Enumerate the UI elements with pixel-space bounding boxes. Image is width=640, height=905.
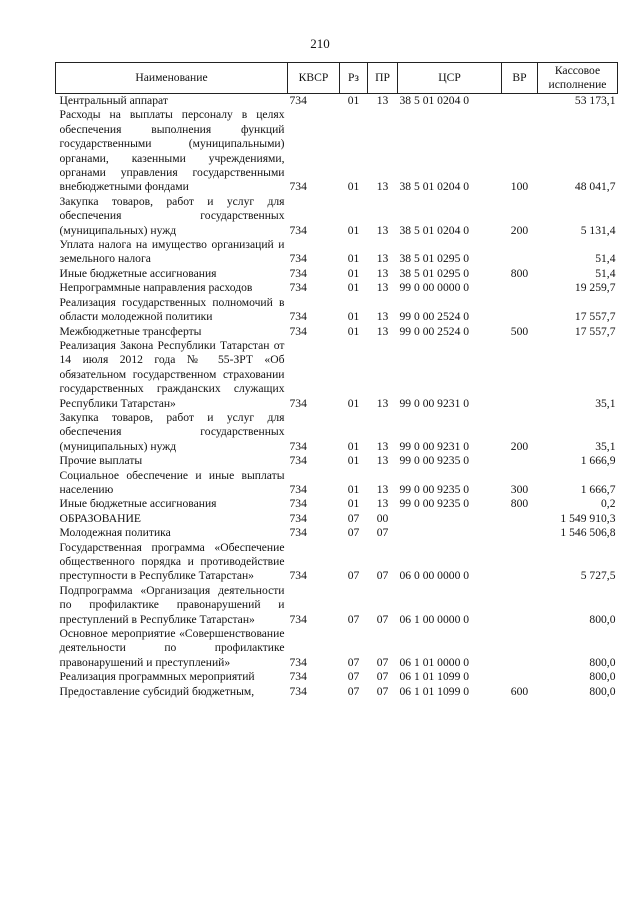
row-amount: 0,2 bbox=[601, 497, 616, 511]
row-vr bbox=[502, 627, 538, 670]
row-rz: 01 bbox=[347, 497, 360, 511]
row-amount: 5 131,4 bbox=[580, 223, 616, 237]
row-vr: 200 bbox=[510, 223, 529, 237]
table-row bbox=[56, 685, 618, 699]
row-rz: 07 bbox=[347, 670, 360, 684]
row-rz: 01 bbox=[347, 324, 360, 338]
table-row bbox=[56, 584, 618, 627]
row-kvsr: 734 bbox=[289, 482, 307, 496]
row-name: Центральный аппарат bbox=[59, 94, 168, 107]
table-header-row bbox=[56, 63, 618, 94]
table-row bbox=[56, 94, 618, 109]
row-amount: 5 727,5 bbox=[580, 569, 616, 583]
table-row bbox=[56, 454, 618, 468]
row-pr: 00 bbox=[376, 511, 389, 525]
row-name: Предоставление субсидий бюджетным, bbox=[59, 684, 255, 698]
table-row bbox=[56, 195, 618, 238]
row-amount: 35,1 bbox=[595, 396, 616, 410]
row-name: Прочие выплаты bbox=[59, 454, 143, 468]
header-vr: ВР bbox=[502, 63, 538, 94]
row-rz: 01 bbox=[347, 396, 360, 410]
row-csr: 99 0 00 9231 0 bbox=[399, 396, 470, 410]
row-rz: 01 bbox=[347, 252, 360, 266]
row-kvsr: 734 bbox=[289, 324, 307, 338]
table-row bbox=[56, 497, 618, 511]
header-amount: Кассовое исполнение bbox=[538, 63, 618, 94]
row-amount: 1 666,9 bbox=[580, 454, 616, 468]
row-csr: 99 0 00 9231 0 bbox=[399, 439, 470, 453]
row-kvsr: 734 bbox=[289, 223, 307, 237]
row-vr: 800 bbox=[510, 266, 529, 280]
header-pr: ПР bbox=[368, 63, 398, 94]
row-pr: 13 bbox=[376, 94, 389, 107]
row-csr: 06 0 00 0000 0 bbox=[399, 569, 470, 583]
row-name: Подпрограмма «Организация деятельности по профилактике правонарушений и преступлений в Республике Татарстан» bbox=[59, 583, 285, 626]
table-row bbox=[56, 627, 618, 670]
row-csr: 99 0 00 9235 0 bbox=[399, 454, 470, 468]
row-pr: 07 bbox=[376, 612, 389, 626]
row-amount: 800,0 bbox=[589, 670, 616, 684]
header-rz: Рз bbox=[340, 63, 368, 94]
row-vr bbox=[502, 541, 538, 584]
row-kvsr: 734 bbox=[289, 569, 307, 583]
row-amount: 17 557,7 bbox=[574, 324, 616, 338]
row-amount: 48 041,7 bbox=[574, 180, 616, 194]
row-csr: 99 0 00 2524 0 bbox=[399, 310, 470, 324]
row-name: Расходы на выплаты персоналу в целях обеспечения выполнения функций государственными (муниципальными) органами, казенными учреждениями, органами управления государственными внебюджетными фондами bbox=[59, 108, 285, 194]
row-vr bbox=[502, 339, 538, 411]
table-row bbox=[56, 670, 618, 684]
row-rz: 07 bbox=[347, 684, 360, 698]
row-csr: 06 1 00 0000 0 bbox=[399, 612, 470, 626]
row-kvsr: 734 bbox=[289, 526, 307, 540]
row-pr: 13 bbox=[376, 252, 389, 266]
row-amount: 35,1 bbox=[595, 439, 616, 453]
row-rz: 07 bbox=[347, 511, 360, 525]
row-kvsr: 734 bbox=[289, 612, 307, 626]
row-amount: 800,0 bbox=[589, 655, 616, 669]
row-amount: 51,4 bbox=[595, 252, 616, 266]
row-vr: 100 bbox=[510, 180, 529, 194]
row-name: Реализация программных мероприятий bbox=[59, 670, 255, 684]
row-name: Молодежная политика bbox=[59, 526, 171, 540]
row-csr: 38 5 01 0204 0 bbox=[399, 94, 470, 107]
row-name: Государственная программа «Обеспечение общественного порядка и противодействие преступности в Республике Татарстан» bbox=[59, 540, 285, 583]
row-rz: 07 bbox=[347, 569, 360, 583]
table-row bbox=[56, 281, 618, 295]
row-csr: 99 0 00 9235 0 bbox=[399, 497, 470, 511]
row-amount: 19 259,7 bbox=[574, 281, 616, 295]
row-vr bbox=[502, 526, 538, 540]
row-kvsr: 734 bbox=[289, 439, 307, 453]
row-pr: 13 bbox=[376, 266, 389, 280]
row-rz: 07 bbox=[347, 526, 360, 540]
row-pr: 13 bbox=[376, 180, 389, 194]
row-kvsr: 734 bbox=[289, 396, 307, 410]
table-row bbox=[56, 411, 618, 454]
row-pr: 13 bbox=[376, 497, 389, 511]
header-csr: ЦСР bbox=[398, 63, 502, 94]
row-vr bbox=[502, 94, 538, 109]
row-amount: 800,0 bbox=[589, 612, 616, 626]
row-kvsr: 734 bbox=[289, 684, 307, 698]
row-pr: 07 bbox=[376, 655, 389, 669]
row-vr bbox=[502, 670, 538, 684]
row-name: Закупка товаров, работ и услуг для обеспечения государственных (муниципальных) нужд bbox=[59, 410, 285, 453]
row-kvsr: 734 bbox=[289, 252, 307, 266]
row-rz: 01 bbox=[347, 223, 360, 237]
row-vr bbox=[502, 296, 538, 325]
row-name: ОБРАЗОВАНИЕ bbox=[59, 511, 141, 525]
row-csr bbox=[398, 526, 502, 540]
table-row bbox=[56, 339, 618, 411]
row-rz: 01 bbox=[347, 180, 360, 194]
row-vr: 200 bbox=[510, 439, 529, 453]
row-rz: 01 bbox=[347, 310, 360, 324]
row-vr bbox=[502, 584, 538, 627]
row-csr: 06 1 01 0000 0 bbox=[399, 655, 470, 669]
row-pr: 13 bbox=[376, 454, 389, 468]
row-pr: 07 bbox=[376, 670, 389, 684]
table-row bbox=[56, 296, 618, 325]
row-name: Реализация государственных полномочий в области молодежной политики bbox=[59, 295, 285, 324]
row-rz: 01 bbox=[347, 94, 360, 107]
row-pr: 07 bbox=[376, 684, 389, 698]
row-vr: 600 bbox=[510, 684, 529, 698]
table-row bbox=[56, 541, 618, 584]
row-kvsr: 734 bbox=[289, 454, 307, 468]
row-csr: 38 5 01 0295 0 bbox=[399, 266, 470, 280]
row-amount: 53 173,1 bbox=[574, 94, 616, 107]
row-pr: 13 bbox=[376, 223, 389, 237]
row-rz: 07 bbox=[347, 612, 360, 626]
row-kvsr: 734 bbox=[289, 511, 307, 525]
row-csr bbox=[398, 512, 502, 526]
table-body bbox=[56, 94, 618, 700]
row-name: Непрограммные направления расходов bbox=[59, 281, 253, 295]
row-vr: 500 bbox=[510, 324, 529, 338]
row-pr: 07 bbox=[376, 569, 389, 583]
row-csr: 99 0 00 0000 0 bbox=[399, 281, 470, 295]
table-row bbox=[56, 325, 618, 339]
row-rz: 01 bbox=[347, 454, 360, 468]
row-pr: 13 bbox=[376, 396, 389, 410]
row-vr: 800 bbox=[510, 497, 529, 511]
row-kvsr: 734 bbox=[289, 266, 307, 280]
table-row bbox=[56, 469, 618, 498]
row-amount: 1 546 506,8 bbox=[560, 526, 616, 540]
row-pr: 13 bbox=[376, 310, 389, 324]
table-row bbox=[56, 526, 618, 540]
row-name: Реализация Закона Республики Татарстан от 14 июля 2012 года № 55-ЗРТ «Об обязательном государственном страховании государственных гражданских служащих Республики Татарстан» bbox=[59, 338, 285, 410]
row-name: Социальное обеспечение и иные выплаты населению bbox=[59, 468, 285, 496]
row-rz: 01 bbox=[347, 482, 360, 496]
row-amount: 51,4 bbox=[595, 266, 616, 280]
row-rz: 01 bbox=[347, 439, 360, 453]
row-rz: 01 bbox=[347, 266, 360, 280]
row-pr: 13 bbox=[376, 482, 389, 496]
row-pr: 07 bbox=[376, 526, 389, 540]
row-kvsr: 734 bbox=[289, 94, 307, 107]
row-csr: 06 1 01 1099 0 bbox=[399, 684, 470, 698]
row-amount: 17 557,7 bbox=[574, 310, 616, 324]
row-vr bbox=[502, 281, 538, 295]
row-amount: 1 666,7 bbox=[580, 482, 616, 496]
row-vr: 300 bbox=[510, 482, 529, 496]
row-pr: 13 bbox=[376, 281, 389, 295]
row-kvsr: 734 bbox=[289, 497, 307, 511]
row-kvsr: 734 bbox=[289, 281, 307, 295]
table-row bbox=[56, 267, 618, 281]
row-kvsr: 734 bbox=[289, 670, 307, 684]
row-kvsr: 734 bbox=[289, 655, 307, 669]
page-number: 210 bbox=[310, 36, 330, 51]
table-row bbox=[56, 512, 618, 526]
row-pr: 13 bbox=[376, 324, 389, 338]
budget-execution-table bbox=[55, 62, 618, 699]
header-name: Наименование bbox=[56, 63, 288, 94]
table-row bbox=[56, 108, 618, 194]
row-csr: 38 5 01 0204 0 bbox=[399, 180, 470, 194]
row-csr: 99 0 00 9235 0 bbox=[399, 482, 470, 496]
row-name: Иные бюджетные ассигнования bbox=[59, 266, 217, 280]
row-csr: 38 5 01 0204 0 bbox=[399, 223, 470, 237]
row-csr: 38 5 01 0295 0 bbox=[399, 252, 470, 266]
row-name: Межбюджетные трансферты bbox=[59, 324, 202, 338]
row-rz: 07 bbox=[347, 655, 360, 669]
row-vr bbox=[502, 238, 538, 267]
row-csr: 06 1 01 1099 0 bbox=[399, 670, 470, 684]
row-name: Закупка товаров, работ и услуг для обеспечения государственных (муниципальных) нужд bbox=[59, 194, 285, 237]
row-vr bbox=[502, 512, 538, 526]
row-vr bbox=[502, 454, 538, 468]
row-kvsr: 734 bbox=[289, 310, 307, 324]
row-name: Иные бюджетные ассигнования bbox=[59, 497, 217, 511]
row-name: Основное мероприятие «Совершенствование деятельности по профилактике правонарушений и преступлений» bbox=[59, 627, 285, 669]
row-pr: 13 bbox=[376, 439, 389, 453]
table-row bbox=[56, 238, 618, 267]
header-kvsr: КВСР bbox=[288, 63, 340, 94]
row-amount: 1 549 910,3 bbox=[560, 511, 616, 525]
row-csr: 99 0 00 2524 0 bbox=[399, 324, 470, 338]
row-name: Уплата налога на имущество организаций и земельного налога bbox=[59, 238, 285, 266]
row-kvsr: 734 bbox=[289, 180, 307, 194]
row-amount: 800,0 bbox=[589, 684, 616, 698]
row-rz: 01 bbox=[347, 281, 360, 295]
